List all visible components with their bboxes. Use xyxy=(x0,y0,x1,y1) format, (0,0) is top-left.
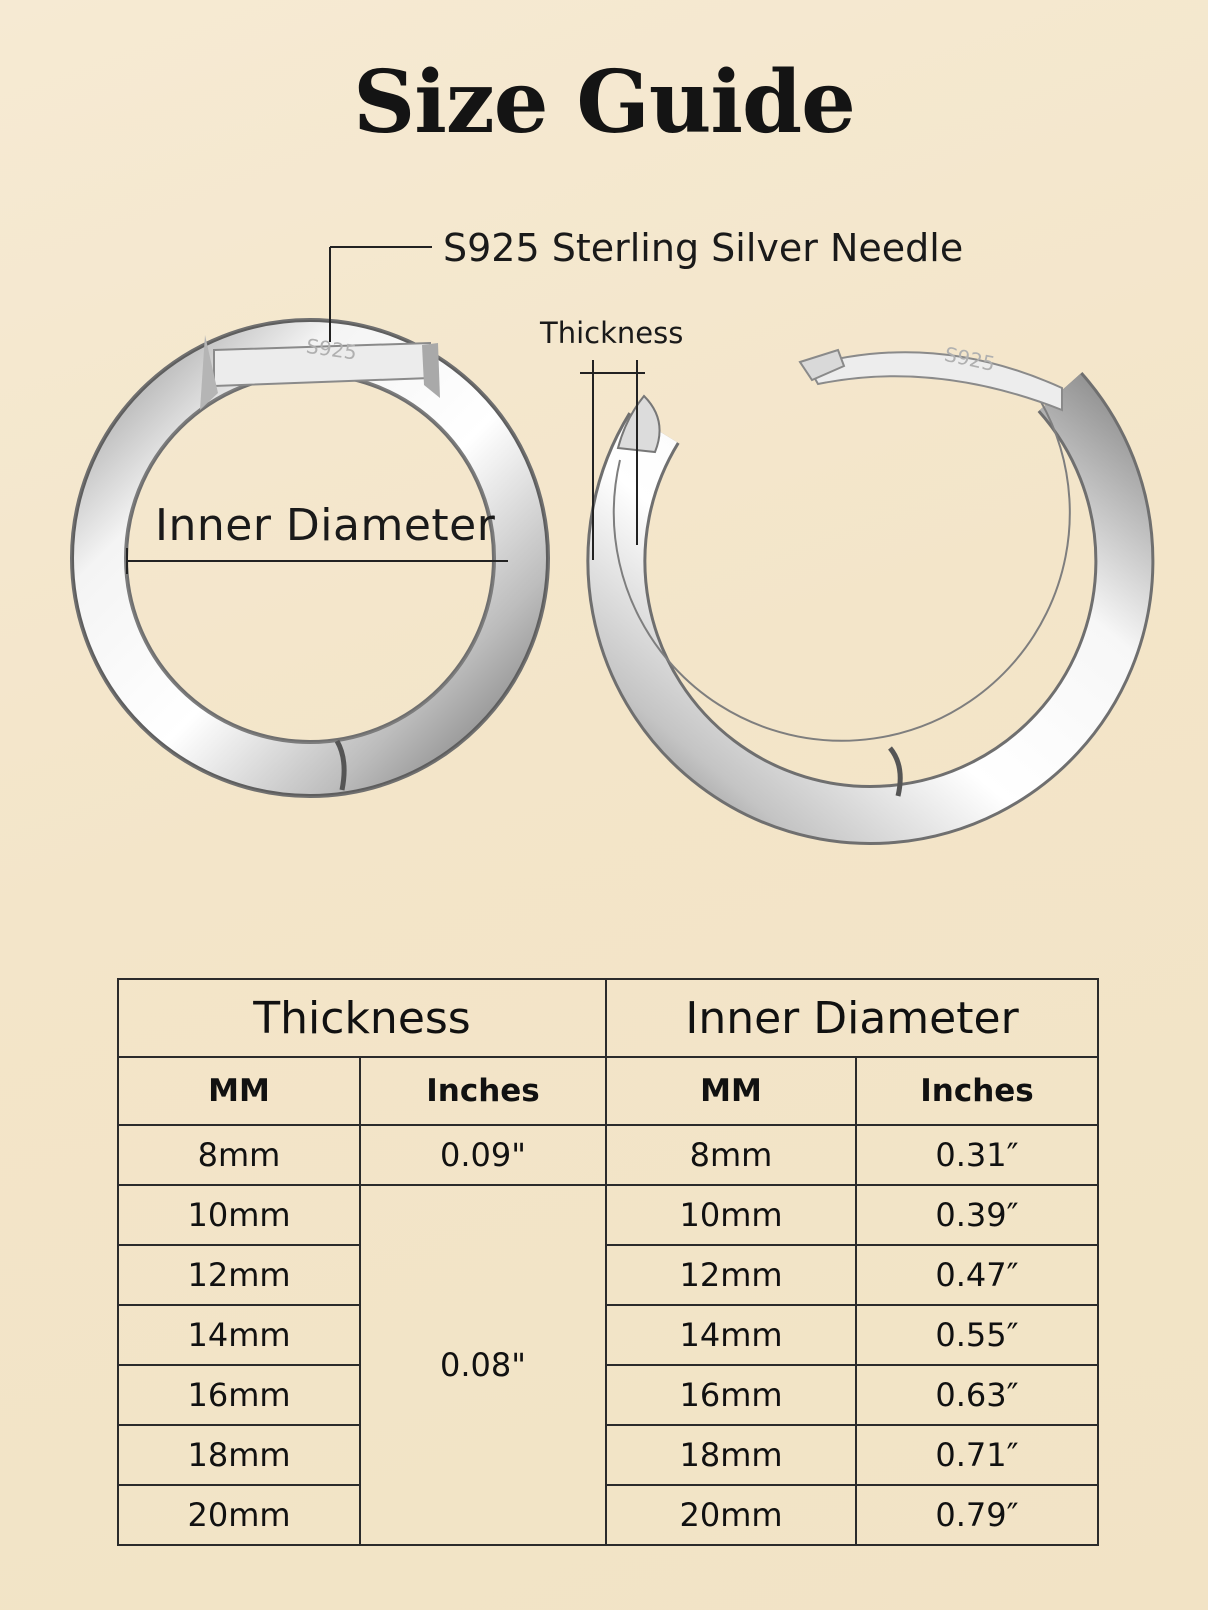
thickness-inches-cell: 0.09" xyxy=(360,1125,606,1185)
diameter-inches-cell: 0.63″ xyxy=(856,1365,1098,1425)
diameter-mm-cell: 12mm xyxy=(606,1245,856,1305)
needle-callout-label: S925 Sterling Silver Needle xyxy=(443,226,964,270)
thickness-mm-cell: 16mm xyxy=(118,1365,360,1425)
thickness-inches-header: Inches xyxy=(360,1057,606,1125)
diameter-inches-cell: 0.79″ xyxy=(856,1485,1098,1545)
s925-stamp-left: S925 xyxy=(304,333,359,365)
thickness-mm-header: MM xyxy=(118,1057,360,1125)
diameter-mm-cell: 18mm xyxy=(606,1425,856,1485)
diameter-inches-header: Inches xyxy=(856,1057,1098,1125)
page-title: Size Guide xyxy=(353,52,855,153)
thickness-callout-label: Thickness xyxy=(540,316,684,350)
table-row xyxy=(118,1365,1098,1425)
diameter-inches-cell: 0.55″ xyxy=(856,1305,1098,1365)
table-row xyxy=(118,1485,1098,1545)
thickness-mm-cell: 12mm xyxy=(118,1245,360,1305)
table-row xyxy=(118,1245,1098,1305)
table-row xyxy=(118,1425,1098,1485)
diameter-inches-cell: 0.39″ xyxy=(856,1185,1098,1245)
thickness-mm-cell: 10mm xyxy=(118,1185,360,1245)
diameter-mm-cell: 20mm xyxy=(606,1485,856,1545)
diameter-inches-cell: 0.71″ xyxy=(856,1425,1098,1485)
thickness-group-header: Thickness xyxy=(118,979,606,1057)
thickness-inches-merged-cell: 0.08" xyxy=(360,1185,606,1545)
thickness-mm-cell: 18mm xyxy=(118,1425,360,1485)
diameter-mm-cell: 10mm xyxy=(606,1185,856,1245)
table-row xyxy=(118,1185,1098,1245)
table-group-header-row xyxy=(118,979,1098,1057)
diameter-inches-cell: 0.31″ xyxy=(856,1125,1098,1185)
diameter-mm-header: MM xyxy=(606,1057,856,1125)
table-subheader-row xyxy=(118,1057,1098,1125)
diameter-mm-cell: 16mm xyxy=(606,1365,856,1425)
diameter-mm-cell: 8mm xyxy=(606,1125,856,1185)
inner-diameter-callout-label: Inner Diameter xyxy=(155,500,496,551)
table-row xyxy=(118,1305,1098,1365)
inner-diameter-group-header: Inner Diameter xyxy=(606,979,1098,1057)
size-table xyxy=(117,978,1099,1546)
thickness-mm-cell: 8mm xyxy=(118,1125,360,1185)
diameter-mm-cell: 14mm xyxy=(606,1305,856,1365)
open-hoop-earring xyxy=(580,350,1124,815)
thickness-mm-cell: 14mm xyxy=(118,1305,360,1365)
table-row xyxy=(118,1125,1098,1185)
diameter-inches-cell: 0.47″ xyxy=(856,1245,1098,1305)
thickness-mm-cell: 20mm xyxy=(118,1485,360,1545)
s925-stamp-right: S925 xyxy=(942,341,998,376)
